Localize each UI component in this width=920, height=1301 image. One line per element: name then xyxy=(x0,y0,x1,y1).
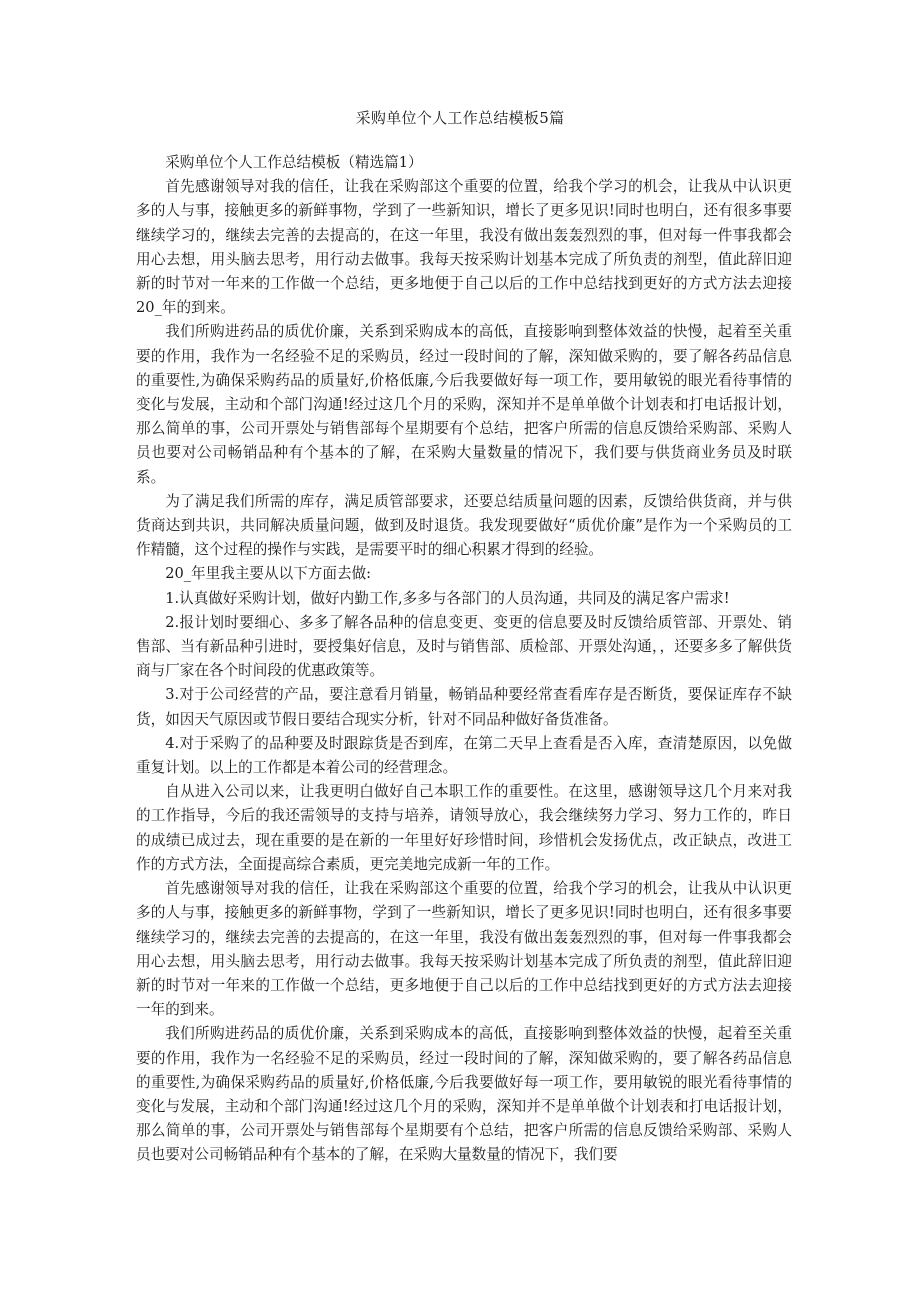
list-item: 1.认真做好采购计划，做好内勤工作,多多与各部门的人员沟通，共同及的满足客户需求! xyxy=(165,589,730,607)
list-item: 2.报计划时要细心、多多了解各品种的信息变更、变更的信息要及时反馈给质管部、开票处、销售部、当有新品种引进时，要授集好信息，及时与销售部、质检部、开票处沟通，，还要多多了解供货商与厂家在各个时间段的优惠政策等。 xyxy=(136,613,792,680)
document-body xyxy=(136,151,792,1168)
list-item: 4.对于采购了的品种要及时跟踪货是否到库，在第二天早上查看是否入库，查清楚原因，以免做重复计划。以上的工作都是本着公司的经营理念。 xyxy=(136,734,792,777)
body-paragraph: 我们所购进药品的质优价廉，关系到采购成本的高低，直接影响到整体效益的快慢，起着至关重要的作用，我作为一名经验不足的采购员，经过一段时间的了解，深知做采购的，要了解各药品信息的重要性,为确保采购药品的质量好,价格低廉,今后我要做好每一项工作，要用敏锐的眼光看待事情的变化与发展，主动和个部门沟通!经过这几个月的采购，深知并不是单单做个计划表和打电话报计划，那么简单的事，公司开票处与销售部每个星期要有个总结，把客户所需的信息反馈给采购部、采购人员也要对公司畅销品种有个基本的了解，在采购大量数量的情况下，我们要 xyxy=(136,1025,792,1164)
body-paragraph: 为了满足我们所需的库存，满足质管部要求，还要总结质量问题的因素，反馈给供货商，并与供货商达到共识，共同解决质量问题，做到及时退货。我发现要做好“质优价廉”是作为一个采购员的工作精髓，这个过程的操作与实践，是需要平时的细心积累才得到的经验。 xyxy=(136,492,792,559)
body-paragraph: 首先感谢领导对我的信任，让我在采购部这个重要的位置，给我个学习的机会，让我从中认识更多的人与事，接触更多的新鲜事物，学到了一些新知识，增长了更多见识!同时也明白，还有很多事要继续学习的，继续去完善的去提高的，在这一年里，我没有做出轰轰烈烈的事，但对每一件事我都会用心去想，用头脑去思考，用行动去做事。我每天按采购计划基本完成了所负责的剂型，值此辞旧迎新的时节对一年来的工作做一个总结，更多地便于自己以后的工作中总结找到更好的方式方法去迎接一年的到来。 xyxy=(136,880,792,1019)
document-title: 采购单位个人工作总结模板5篇 xyxy=(355,109,565,127)
body-paragraph: 自从进入公司以来，让我更明白做好自己本职工作的重要性。在这里，感谢领导这几个月来对我的工作指导，今后的我还需领导的支持与培养，请领导放心，我会继续努力学习、努力工作的，昨日的成绩已成过去，现在重要的是在新的一年里好好珍惜时间，珍惜机会发扬优点，改正缺点，改进工作的方式方法，全面提高综合素质，更完美地完成新一年的工作。 xyxy=(136,783,792,873)
body-paragraph: 20_年里我主要从以下方面去做: xyxy=(165,565,372,583)
body-paragraph: 首先感谢领导对我的信任，让我在采购部这个重要的位置，给我个学习的机会，让我从中认识更多的人与事，接触更多的新鲜事物，学到了一些新知识，增长了更多见识!同时也明白，还有很多事要继续学习的，继续去完善的去提高的，在这一年里，我没有做出轰轰烈烈的事，但对每一件事我都会用心去想，用头脑去思考，用行动去做事。我每天按采购计划基本完成了所负责的剂型，值此辞旧迎新的时节对一年来的工作做一个总结，更多地便于自己以后的工作中总结找到更好的方式方法去迎接20_年的到来。 xyxy=(136,178,792,317)
section-heading: 采购单位个人工作总结模板（精选篇1） xyxy=(165,154,423,171)
list-item: 3.对于公司经营的产品，要注意看月销量，畅销品种要经常查看库存是否断货，要保证库存不缺货，如因天气原因或节假日要结合现实分析，针对不同品种做好备货准备。 xyxy=(136,686,792,728)
body-paragraph: 我们所购进药品的质优价廉，关系到采购成本的高低，直接影响到整体效益的快慢，起着至关重要的作用，我作为一名经验不足的采购员，经过一段时间的了解，深知做采购的，要了解各药品信息的重要性,为确保采购药品的质量好,价格低廉,今后我要做好每一项工作，要用敏锐的眼光看待事情的变化与发展，主动和个部门沟通!经过这几个月的采购，深知并不是单单做个计划表和打电话报计划，那么简单的事，公司开票处与销售部每个星期要有个总结，把客户所需的信息反馈给采购部、采购人员也要对公司畅销品种有个基本的了解，在采购大量数量的情况下，我们要与供货商业务员及时联系。 xyxy=(136,323,792,486)
